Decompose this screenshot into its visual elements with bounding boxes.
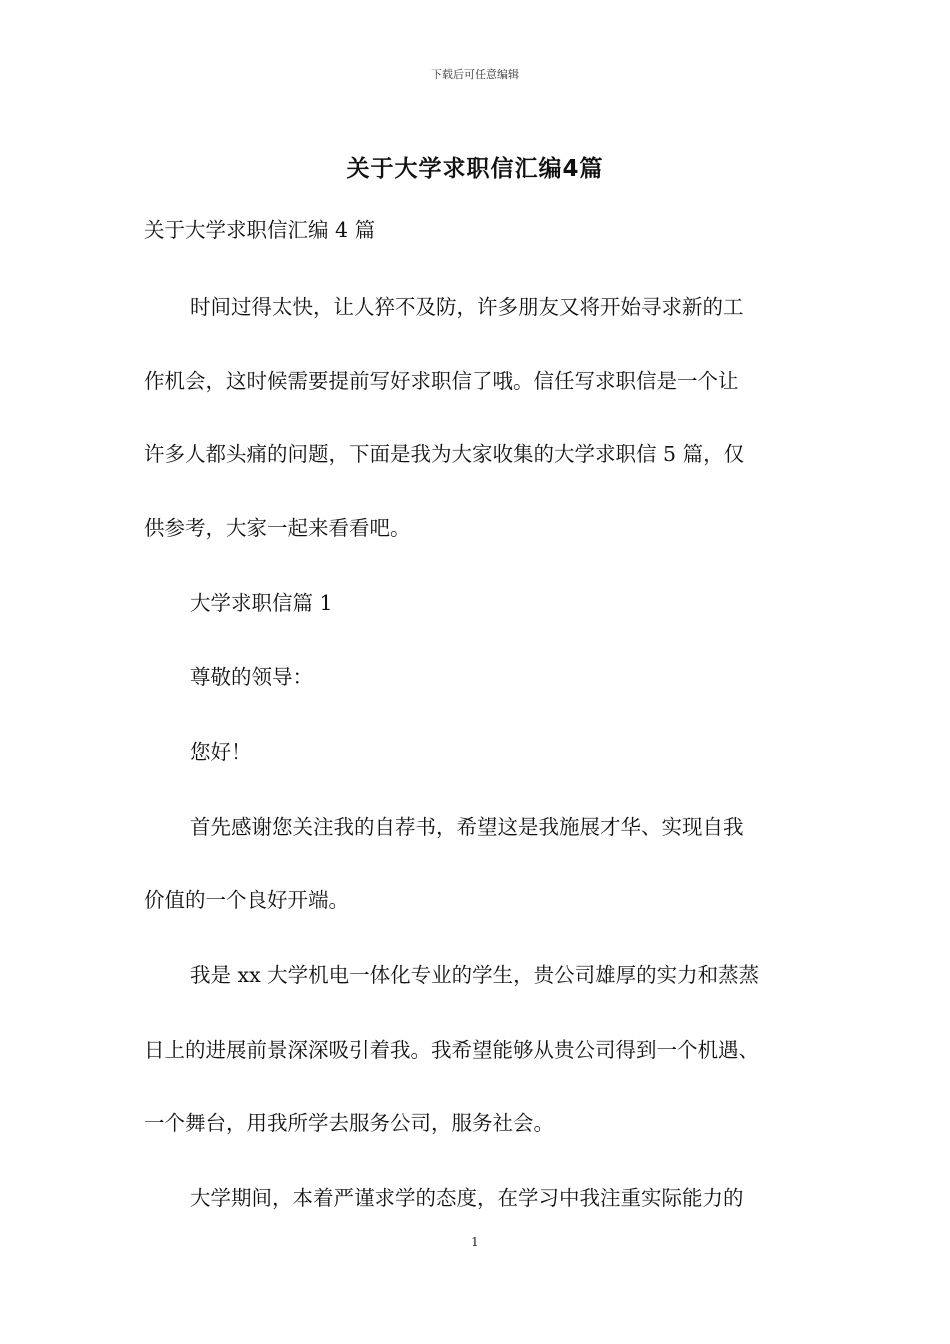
document-title: 关于大学求职信汇编4篇: [346, 156, 604, 182]
paragraph-line: 时间过得太快，让人猝不及防，许多朋友又将开始寻求新的工: [190, 295, 744, 319]
paragraph-line: 许多人都头痛的问题，下面是我为大家收集的大学求职信 5 篇，仅: [144, 442, 745, 466]
header-note: 下载后可任意编辑: [431, 68, 519, 81]
paragraph-line: 价值的一个良好开端。: [144, 888, 349, 912]
paragraph-line: 大学期间，本着严谨求学的态度，在学习中我注重实际能力的: [190, 1186, 744, 1210]
subtitle-line: 关于大学求职信汇编 4 篇: [144, 218, 376, 242]
paragraph-line: 供参考，大家一起来看看吧。: [144, 516, 411, 540]
paragraph-line: 作机会，这时候需要提前写好求职信了哦。信任写求职信是一个让: [144, 369, 739, 393]
greeting: 您好！: [190, 740, 252, 764]
section-heading: 大学求职信篇 1: [190, 591, 333, 615]
paragraph-line: 日上的进展前景深深吸引着我。我希望能够从贵公司得到一个机遇、: [144, 1038, 759, 1062]
page-number: 1: [471, 1235, 479, 1249]
salutation: 尊敬的领导：: [190, 665, 313, 689]
paragraph-line: 我是 xx 大学机电一体化专业的学生，贵公司雄厚的实力和蒸蒸: [190, 963, 760, 987]
paragraph-line: 首先感谢您关注我的自荐书，希望这是我施展才华、实现自我: [190, 815, 744, 839]
paragraph-line: 一个舞台，用我所学去服务公司，服务社会。: [144, 1111, 554, 1135]
